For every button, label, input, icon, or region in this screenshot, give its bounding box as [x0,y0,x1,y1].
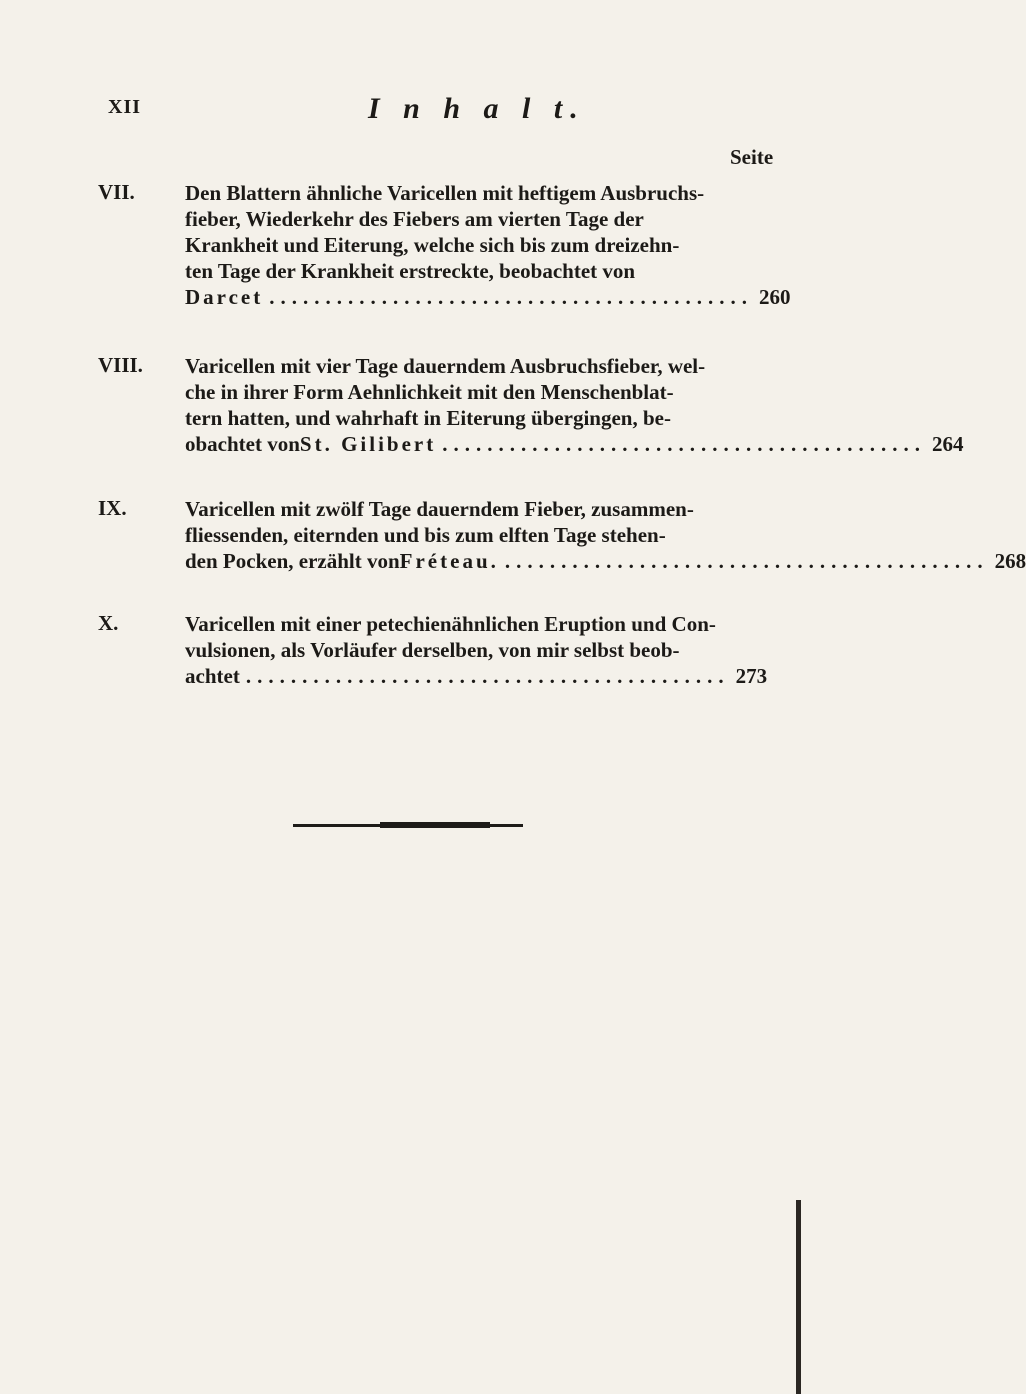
entry-line: fieber, Wiederkehr des Fiebers am vierten Tage der [185,207,644,231]
entry-numeral: VIII. [98,353,143,377]
entry-line: tern hatten, und wahrhaft in Eiterung übergingen, be- [185,406,671,430]
entry-page-ref: 260 [759,285,791,309]
entry-line: Varicellen mit einer petechienähnlichen Eruption und Con- [185,612,716,636]
entry-author: Darcet [185,285,264,309]
page-header [0,92,801,132]
entry-numeral: X. [98,611,119,635]
dot-leaders: ........................................... [269,285,753,309]
entry-line: fliessenden, eiternden und bis zum elften Tage stehen- [185,523,666,547]
entry-text: achtet [185,664,240,688]
entry-page-ref: 264 [932,432,964,456]
dot-leaders: ........................................... [504,549,989,573]
entry-page-ref: 273 [735,664,768,688]
dot-leaders: ........................................... [442,432,926,456]
entry-line: Varicellen mit zwölf Tage dauerndem Fieber, zusammen- [185,497,694,521]
entry-last-line [185,431,964,457]
entry-text: den Pocken, erzählt von [185,549,400,573]
entry-line: vulsionen, als Vorläufer derselben, von mir selbst beob- [185,638,680,662]
entry-last-line [185,548,1026,574]
entry-author: Fréteau. [399,549,499,573]
entry-line: che in ihrer Form Aehnlichkeit mit den Menschenblat- [185,380,674,404]
entry-line: ten Tage der Krankheit erstreckte, beobachtet von [185,259,636,283]
entry-line: Den Blattern ähnliche Varicellen mit heftigem Ausbruchs- [185,181,705,205]
entry-line: Varicellen mit vier Tage dauerndem Ausbruchsfieber, wel- [185,354,706,378]
entry-last-line [185,284,791,310]
entry-numeral: VII. [98,180,135,204]
running-title: I n h a l t. [368,92,586,125]
entry-text: obachtet von [185,432,300,456]
page-column-label: Seite [730,145,774,169]
entry-numeral: IX. [98,496,127,520]
entry-line: Krankheit und Eiterung, welche sich bis zum dreizehn- [185,233,680,257]
entry-last-line [185,663,768,689]
page-number: XII [108,96,142,118]
end-rule-center [380,822,490,828]
entry-author: St. Gilibert [299,432,437,456]
entry-page-ref: 268 [994,549,1026,573]
page-edge-shadow [796,1200,801,1394]
dot-leaders: ........................................... [245,664,730,688]
